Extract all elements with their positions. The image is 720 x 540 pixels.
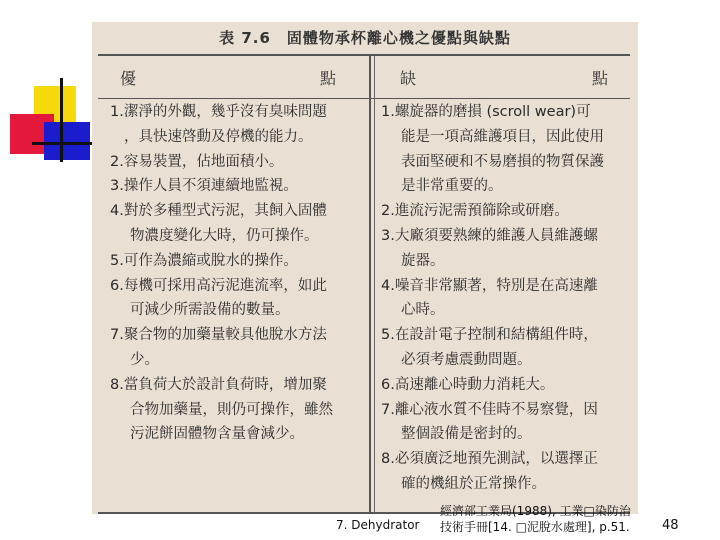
disadvantage-line: 必須考慮震動問題。 <box>401 351 532 368</box>
table-header-row <box>98 56 630 99</box>
advantage-line: 5.可作為濃縮或脫水的操作。 <box>110 252 298 269</box>
decorative-horizontal-line <box>32 142 92 145</box>
disadvantage-line: 2.進流污泥需預篩除或研磨。 <box>381 203 569 220</box>
disadvantage-line: 旋器。 <box>401 252 445 269</box>
disadvantage-line: 是非常重要的。 <box>401 178 503 195</box>
slide-label: 7. Dehydrator <box>336 518 420 532</box>
disadvantages-column <box>381 100 629 497</box>
disadvantage-line: 心時。 <box>401 302 445 319</box>
header-disadvantages-char1: 缺 <box>400 69 417 88</box>
header-advantages-char2: 點 <box>320 69 337 88</box>
header-disadvantages-char2: 點 <box>592 69 609 88</box>
column-divider <box>369 56 371 512</box>
advantages-column <box>110 100 366 447</box>
advantage-line: 3.操作人員不須連續地監視。 <box>110 178 298 195</box>
source-citation-line2: 技術手冊[14. □泥脫水處理], p.51. <box>440 520 630 534</box>
disadvantage-line: 8.必須廣泛地預先測試，以選擇正 <box>381 451 598 468</box>
page-number: 48 <box>662 518 679 533</box>
advantages-disadvantages-table <box>98 54 630 514</box>
disadvantage-line: 4.噪音非常顯著，特別是在高速離 <box>381 277 598 294</box>
disadvantage-line: 表面堅硬和不易磨損的物質保護 <box>401 153 604 170</box>
advantage-line: 6.每機可採用高污泥進流率，如此 <box>110 277 327 294</box>
scanned-table-image <box>92 22 638 514</box>
header-advantages-char1: 優 <box>120 69 137 88</box>
advantage-line: 可減少所需設備的數量。 <box>130 302 290 319</box>
disadvantage-line: 整個設備是密封的。 <box>401 426 532 443</box>
column-divider-inner <box>374 56 375 512</box>
disadvantage-line: 3.大廠須要熟練的維護人員維護螺 <box>381 227 598 244</box>
decorative-blue-square <box>44 122 90 160</box>
advantage-line: 污泥餅固體物含量會減少。 <box>130 426 304 443</box>
advantage-line: 2.容易裝置，佔地面積小。 <box>110 153 284 170</box>
table-title: 表 7.6 固體物承杯離心機之優點與缺點 <box>219 29 511 47</box>
advantage-line: 物濃度變化大時，仍可操作。 <box>130 227 319 244</box>
advantage-line: 1.潔淨的外觀，幾乎沒有臭味問題 <box>110 104 327 120</box>
disadvantage-line: 7.離心液水質不佳時不易察覺，因 <box>381 401 598 418</box>
advantage-line: 8.當負荷大於設計負荷時，增加聚 <box>110 376 327 393</box>
advantage-line: 合物加藥量，則仍可操作，雖然 <box>130 401 333 418</box>
disadvantage-line: 6.高速離心時動力消耗大。 <box>381 376 555 393</box>
advantage-line: 7.聚合物的加藥量較具他脫水方法 <box>110 327 327 344</box>
advantage-line: 少。 <box>130 351 159 368</box>
disadvantage-line: 1.螺旋器的磨損 (scroll wear)可 <box>381 104 591 120</box>
advantage-line: 4.對於多種型式污泥，其飼入固體 <box>110 203 327 220</box>
disadvantage-line: 確的機組於正常操作。 <box>401 475 546 492</box>
disadvantage-line: 能是一項高維護項目，因此使用 <box>401 128 604 145</box>
decorative-vertical-line <box>60 78 63 162</box>
disadvantage-line: 5.在設計電子控制和結構組件時， <box>381 327 598 344</box>
source-citation-line1: 經濟部工業局(1988), 工業□染防治 <box>440 504 631 518</box>
advantage-line: ，具快速啓動及停機的能力。 <box>124 128 313 145</box>
